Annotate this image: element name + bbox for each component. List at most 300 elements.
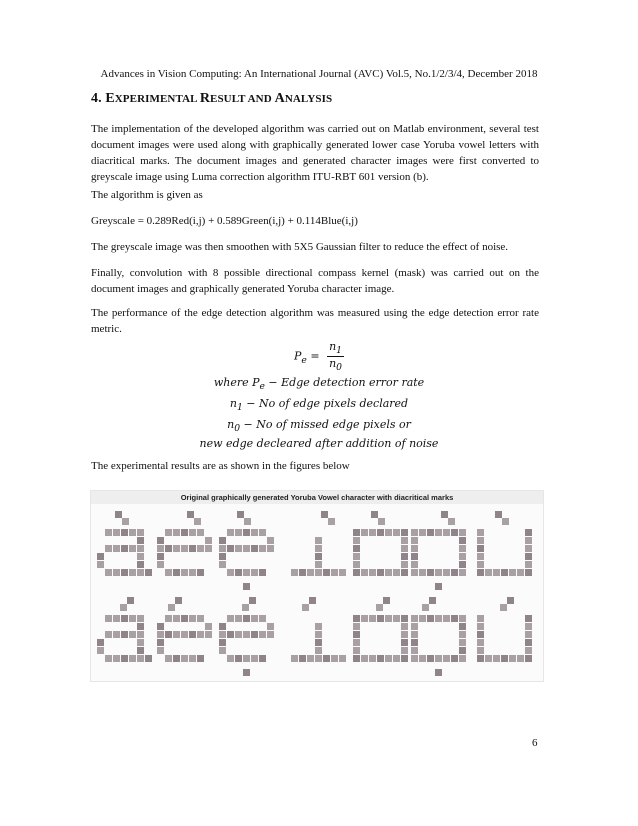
- glyph-pixel: [121, 615, 128, 622]
- glyph-pixel: [525, 545, 532, 552]
- glyph-pixel: [267, 631, 274, 638]
- paragraph-convolution: Finally, convolution with 8 possible directional compass kernel (mask) was carried out on the document images and graphically generated Yoruba character image.: [91, 267, 539, 295]
- glyph-pixel: [477, 553, 484, 560]
- eq-n0-line: $n_0 - No$ of missed edge pixels or: [227, 418, 411, 435]
- glyph-pixel: [459, 529, 466, 536]
- error-rate-equation: [0, 340, 638, 373]
- glyph-pixel: [385, 615, 392, 622]
- glyph-pixel: [502, 518, 509, 525]
- glyph-pixel: [525, 569, 532, 576]
- glyph-pixel: [435, 615, 442, 622]
- glyph-pixel: [113, 631, 120, 638]
- glyph-pixel: [189, 569, 196, 576]
- glyph-pixel: [459, 615, 466, 622]
- glyph-pixel: [129, 529, 136, 536]
- glyph-pixel: [377, 529, 384, 536]
- glyph-pixel: [137, 623, 144, 630]
- glyph-pixel: [315, 631, 322, 638]
- glyph-pixel: [189, 545, 196, 552]
- glyph-pixel: [459, 631, 466, 638]
- glyph-pixel: [419, 655, 426, 662]
- glyph-pixel: [168, 604, 175, 611]
- glyph-pixel: [243, 631, 250, 638]
- glyph-pixel: [477, 631, 484, 638]
- glyph-pixel: [197, 545, 204, 552]
- glyph-pixel: [181, 631, 188, 638]
- glyph-pixel: [477, 529, 484, 536]
- glyph-pixel: [459, 545, 466, 552]
- glyph-pixel: [477, 655, 484, 662]
- glyph-pixel: [173, 569, 180, 576]
- glyph-pixel: [259, 545, 266, 552]
- glyph-pixel: [127, 597, 134, 604]
- section-title: [91, 91, 332, 107]
- glyph-pixel: [411, 529, 418, 536]
- glyph-pixel: [105, 569, 112, 576]
- eq-lhs-sub: e: [301, 354, 307, 366]
- glyph-pixel: [353, 529, 360, 536]
- eq-lhs: P: [294, 349, 302, 363]
- glyph-pixel: [259, 529, 266, 536]
- glyph-pixel: [219, 553, 226, 560]
- section-title-part: ESULT AND: [210, 93, 275, 105]
- glyph-pixel: [121, 631, 128, 638]
- glyph-pixel: [291, 569, 298, 576]
- eq-equals: =: [310, 349, 320, 363]
- glyph-pixel: [393, 615, 400, 622]
- glyph-pixel: [369, 529, 376, 536]
- glyph-pixel: [205, 537, 212, 544]
- glyph-pixel: [401, 561, 408, 568]
- glyph-pixel: [353, 631, 360, 638]
- glyph-pixel: [315, 569, 322, 576]
- glyph-pixel: [443, 655, 450, 662]
- eq-fraction: [327, 340, 344, 373]
- glyph-pixel: [137, 631, 144, 638]
- glyph-pixel: [175, 597, 182, 604]
- glyph-pixel: [411, 615, 418, 622]
- glyph-pixel: [259, 655, 266, 662]
- figure-title: Original graphically generated Yoruba Vowel character with diacritical marks: [91, 491, 543, 504]
- section-title-part: R: [199, 91, 211, 106]
- glyph-pixel: [189, 529, 196, 536]
- glyph-pixel: [427, 569, 434, 576]
- glyph-pixel: [361, 615, 368, 622]
- glyph-pixel: [165, 655, 172, 662]
- glyph-pixel: [181, 529, 188, 536]
- glyph-pixel: [235, 631, 242, 638]
- glyph-pixel: [401, 639, 408, 646]
- glyph-pixel: [361, 655, 368, 662]
- glyph-pixel: [242, 604, 249, 611]
- glyph-pixel: [97, 553, 104, 560]
- glyph-pixel: [219, 623, 226, 630]
- glyph-pixel: [378, 518, 385, 525]
- glyph-pixel: [137, 647, 144, 654]
- glyph-pixel: [115, 511, 122, 518]
- glyph-pixel: [227, 529, 234, 536]
- glyph-pixel: [385, 655, 392, 662]
- glyph-pixel: [243, 545, 250, 552]
- glyph-pixel: [459, 647, 466, 654]
- glyph-pixel: [477, 569, 484, 576]
- glyph-pixel: [509, 655, 516, 662]
- glyph-pixel: [197, 529, 204, 536]
- eq-n1-line: $n_1 - No$ of edge pixels declared: [229, 397, 409, 414]
- glyph-pixel: [157, 561, 164, 568]
- glyph-pixel: [507, 597, 514, 604]
- glyph-pixel: [243, 615, 250, 622]
- glyph-pixel: [219, 545, 226, 552]
- section-number: 4.: [91, 91, 106, 106]
- section-title-part: E: [105, 91, 115, 106]
- glyph-pixel: [485, 655, 492, 662]
- glyph-pixel: [157, 639, 164, 646]
- glyph-pixel: [411, 639, 418, 646]
- glyph-pixel: [411, 623, 418, 630]
- glyph-pixel: [157, 647, 164, 654]
- glyph-pixel: [509, 569, 516, 576]
- glyph-pixel: [401, 647, 408, 654]
- glyph-pixel: [411, 647, 418, 654]
- glyph-pixel: [401, 545, 408, 552]
- glyph-pixel: [129, 655, 136, 662]
- glyph-pixel: [165, 615, 172, 622]
- eq-noise-line: new edge decleared after addition of noise: [199, 437, 439, 450]
- glyph-pixel: [321, 511, 328, 518]
- glyph-pixel: [121, 545, 128, 552]
- glyph-pixel: [157, 553, 164, 560]
- glyph-pixel: [441, 511, 448, 518]
- glyph-pixel: [419, 529, 426, 536]
- glyph-pixel: [181, 615, 188, 622]
- glyph-pixel: [435, 583, 442, 590]
- glyph-pixel: [165, 631, 172, 638]
- glyph-pixel: [197, 569, 204, 576]
- glyph-pixel: [485, 569, 492, 576]
- glyph-pixel: [309, 597, 316, 604]
- glyph-pixel: [189, 631, 196, 638]
- glyph-pixel: [427, 529, 434, 536]
- glyph-pixel: [501, 655, 508, 662]
- glyph-pixel: [459, 639, 466, 646]
- paragraph-algorithm-intro: The algorithm is given as: [91, 189, 203, 201]
- vowel-glyph-image: [91, 505, 543, 680]
- glyph-pixel: [525, 529, 532, 536]
- glyph-pixel: [165, 529, 172, 536]
- paragraph-implementation: The implementation of the developed algorithm was carried out on Matlab environment, several test document images were used along with graphically generated lower case Yoruba vowel letters with diacritical marks. The document images and generated character images were first converted to greyscale image using Luma correction algorithm ITU-RBT 601 version (b).: [91, 123, 539, 183]
- glyph-pixel: [243, 583, 250, 590]
- glyph-pixel: [122, 518, 129, 525]
- glyph-pixel: [517, 655, 524, 662]
- glyph-pixel: [121, 529, 128, 536]
- glyph-pixel: [401, 631, 408, 638]
- glyph-pixel: [173, 655, 180, 662]
- glyph-pixel: [259, 631, 266, 638]
- glyph-pixel: [129, 615, 136, 622]
- glyph-pixel: [299, 655, 306, 662]
- glyph-pixel: [219, 537, 226, 544]
- glyph-pixel: [477, 623, 484, 630]
- glyph-pixel: [137, 569, 144, 576]
- glyph-pixel: [129, 631, 136, 638]
- glyph-pixel: [219, 561, 226, 568]
- running-header: Advances in Vision Computing: An International Journal (AVC) Vol.5, No.1/2/3/4, December 2018: [100, 68, 538, 80]
- glyph-pixel: [235, 569, 242, 576]
- glyph-pixel: [157, 545, 164, 552]
- glyph-pixel: [419, 615, 426, 622]
- glyph-pixel: [113, 529, 120, 536]
- glyph-pixel: [205, 545, 212, 552]
- glyph-pixel: [353, 561, 360, 568]
- glyph-pixel: [307, 655, 314, 662]
- glyph-pixel: [137, 561, 144, 568]
- glyph-pixel: [315, 537, 322, 544]
- glyph-pixel: [105, 631, 112, 638]
- glyph-pixel: [315, 623, 322, 630]
- glyph-pixel: [459, 569, 466, 576]
- glyph-pixel: [411, 553, 418, 560]
- glyph-pixel: [219, 631, 226, 638]
- glyph-pixel: [173, 529, 180, 536]
- glyph-pixel: [97, 639, 104, 646]
- glyph-pixel: [401, 615, 408, 622]
- glyph-pixel: [371, 511, 378, 518]
- paragraph-results-intro: The experimental results are as shown in the figures below: [91, 460, 350, 472]
- glyph-pixel: [451, 569, 458, 576]
- glyph-pixel: [137, 545, 144, 552]
- glyph-pixel: [451, 655, 458, 662]
- eq-where-line: where $P_e$ − Edge detection error rate: [213, 376, 425, 393]
- glyph-pixel: [377, 655, 384, 662]
- section-title-part: NALYSIS: [284, 93, 333, 105]
- glyph-pixel: [173, 545, 180, 552]
- glyph-pixel: [249, 597, 256, 604]
- glyph-pixel: [525, 655, 532, 662]
- glyph-pixel: [137, 537, 144, 544]
- glyph-pixel: [377, 569, 384, 576]
- glyph-pixel: [307, 569, 314, 576]
- glyph-pixel: [243, 669, 250, 676]
- glyph-pixel: [251, 545, 258, 552]
- glyph-pixel: [353, 647, 360, 654]
- glyph-pixel: [451, 529, 458, 536]
- glyph-pixel: [459, 561, 466, 568]
- glyph-pixel: [129, 545, 136, 552]
- glyph-pixel: [353, 655, 360, 662]
- glyph-pixel: [385, 569, 392, 576]
- glyph-pixel: [525, 647, 532, 654]
- glyph-pixel: [422, 604, 429, 611]
- glyph-pixel: [435, 669, 442, 676]
- glyph-pixel: [419, 569, 426, 576]
- glyph-pixel: [97, 647, 104, 654]
- glyph-pixel: [121, 569, 128, 576]
- glyph-pixel: [315, 561, 322, 568]
- glyph-pixel: [165, 569, 172, 576]
- glyph-pixel: [353, 537, 360, 544]
- glyph-pixel: [493, 655, 500, 662]
- glyph-pixel: [137, 615, 144, 622]
- glyph-pixel: [157, 623, 164, 630]
- glyph-pixel: [443, 569, 450, 576]
- glyph-pixel: [477, 561, 484, 568]
- glyph-pixel: [197, 615, 204, 622]
- glyph-pixel: [501, 569, 508, 576]
- glyph-pixel: [393, 529, 400, 536]
- glyph-pixel: [243, 655, 250, 662]
- glyph-pixel: [315, 639, 322, 646]
- glyph-pixel: [369, 655, 376, 662]
- glyph-pixel: [219, 647, 226, 654]
- glyph-pixel: [113, 569, 120, 576]
- glyph-pixel: [435, 655, 442, 662]
- glyph-pixel: [105, 545, 112, 552]
- glyph-pixel: [323, 655, 330, 662]
- glyph-pixel: [429, 597, 436, 604]
- glyph-pixel: [237, 511, 244, 518]
- glyph-pixel: [181, 569, 188, 576]
- glyph-pixel: [299, 569, 306, 576]
- glyph-pixel: [525, 631, 532, 638]
- glyph-pixel: [401, 569, 408, 576]
- glyph-pixel: [315, 655, 322, 662]
- glyph-pixel: [448, 518, 455, 525]
- glyph-pixel: [227, 655, 234, 662]
- glyph-pixel: [369, 569, 376, 576]
- glyph-pixel: [113, 655, 120, 662]
- glyph-pixel: [137, 529, 144, 536]
- eq-numerator: $n_1$: [329, 340, 342, 357]
- glyph-pixel: [339, 569, 346, 576]
- glyph-pixel: [243, 529, 250, 536]
- glyph-pixel: [105, 655, 112, 662]
- glyph-pixel: [105, 615, 112, 622]
- glyph-pixel: [137, 655, 144, 662]
- glyph-pixel: [181, 545, 188, 552]
- glyph-pixel: [385, 529, 392, 536]
- glyph-pixel: [500, 604, 507, 611]
- glyph-pixel: [227, 615, 234, 622]
- glyph-pixel: [459, 553, 466, 560]
- glyph-pixel: [157, 537, 164, 544]
- glyph-pixel: [331, 569, 338, 576]
- glyph-pixel: [401, 529, 408, 536]
- glyph-pixel: [243, 569, 250, 576]
- glyph-pixel: [267, 545, 274, 552]
- glyph-pixel: [205, 631, 212, 638]
- glyph-pixel: [353, 639, 360, 646]
- glyph-pixel: [411, 655, 418, 662]
- glyph-pixel: [235, 545, 242, 552]
- glyph-pixel: [353, 545, 360, 552]
- glyph-pixel: [189, 655, 196, 662]
- glyph-pixel: [145, 655, 152, 662]
- glyph-pixel: [181, 655, 188, 662]
- glyph-pixel: [227, 545, 234, 552]
- glyph-pixel: [328, 518, 335, 525]
- glyph-pixel: [235, 529, 242, 536]
- glyph-pixel: [411, 537, 418, 544]
- greyscale-formula: Greyscale = 0.289Red(i,j) + 0.589Green(i,j) + 0.114Blue(i,j): [91, 215, 358, 227]
- glyph-pixel: [137, 639, 144, 646]
- glyph-pixel: [219, 639, 226, 646]
- glyph-pixel: [427, 615, 434, 622]
- glyph-pixel: [477, 545, 484, 552]
- glyph-pixel: [259, 569, 266, 576]
- eq-denominator: $n_0$: [329, 357, 342, 374]
- glyph-pixel: [477, 639, 484, 646]
- glyph-pixel: [525, 553, 532, 560]
- glyph-pixel: [205, 623, 212, 630]
- page-number: 6: [532, 737, 538, 749]
- glyph-pixel: [517, 569, 524, 576]
- glyph-pixel: [129, 569, 136, 576]
- paragraph-gaussian: The greyscale image was then smoothen with 5X5 Gaussian filter to reduce the effect of noise.: [91, 241, 509, 253]
- glyph-pixel: [353, 553, 360, 560]
- glyph-pixel: [525, 537, 532, 544]
- glyph-pixel: [331, 655, 338, 662]
- glyph-pixel: [315, 545, 322, 552]
- glyph-pixel: [369, 615, 376, 622]
- glyph-pixel: [353, 615, 360, 622]
- glyph-pixel: [315, 647, 322, 654]
- glyph-pixel: [361, 569, 368, 576]
- glyph-pixel: [323, 569, 330, 576]
- glyph-pixel: [411, 631, 418, 638]
- glyph-pixel: [451, 615, 458, 622]
- glyph-pixel: [401, 623, 408, 630]
- glyph-pixel: [443, 615, 450, 622]
- glyph-pixel: [411, 569, 418, 576]
- glyph-pixel: [377, 615, 384, 622]
- glyph-pixel: [137, 553, 144, 560]
- glyph-pixel: [477, 537, 484, 544]
- glyph-pixel: [121, 655, 128, 662]
- glyph-pixel: [291, 655, 298, 662]
- glyph-pixel: [411, 561, 418, 568]
- glyph-pixel: [525, 561, 532, 568]
- glyph-pixel: [251, 615, 258, 622]
- glyph-pixel: [227, 631, 234, 638]
- glyph-pixel: [157, 631, 164, 638]
- glyph-pixel: [427, 655, 434, 662]
- glyph-pixel: [401, 537, 408, 544]
- glyph-pixel: [189, 615, 196, 622]
- glyph-pixel: [459, 655, 466, 662]
- glyph-pixel: [105, 529, 112, 536]
- glyph-pixel: [435, 529, 442, 536]
- glyph-pixel: [173, 615, 180, 622]
- glyph-pixel: [251, 569, 258, 576]
- glyph-pixel: [459, 623, 466, 630]
- glyph-pixel: [493, 569, 500, 576]
- glyph-pixel: [173, 631, 180, 638]
- glyph-pixel: [267, 537, 274, 544]
- glyph-pixel: [393, 655, 400, 662]
- glyph-pixel: [459, 537, 466, 544]
- glyph-pixel: [477, 615, 484, 622]
- glyph-pixel: [145, 569, 152, 576]
- glyph-pixel: [251, 631, 258, 638]
- glyph-pixel: [525, 615, 532, 622]
- glyph-pixel: [251, 655, 258, 662]
- glyph-pixel: [376, 604, 383, 611]
- glyph-pixel: [197, 631, 204, 638]
- glyph-pixel: [194, 518, 201, 525]
- section-title-part: A: [274, 91, 285, 106]
- glyph-pixel: [113, 545, 120, 552]
